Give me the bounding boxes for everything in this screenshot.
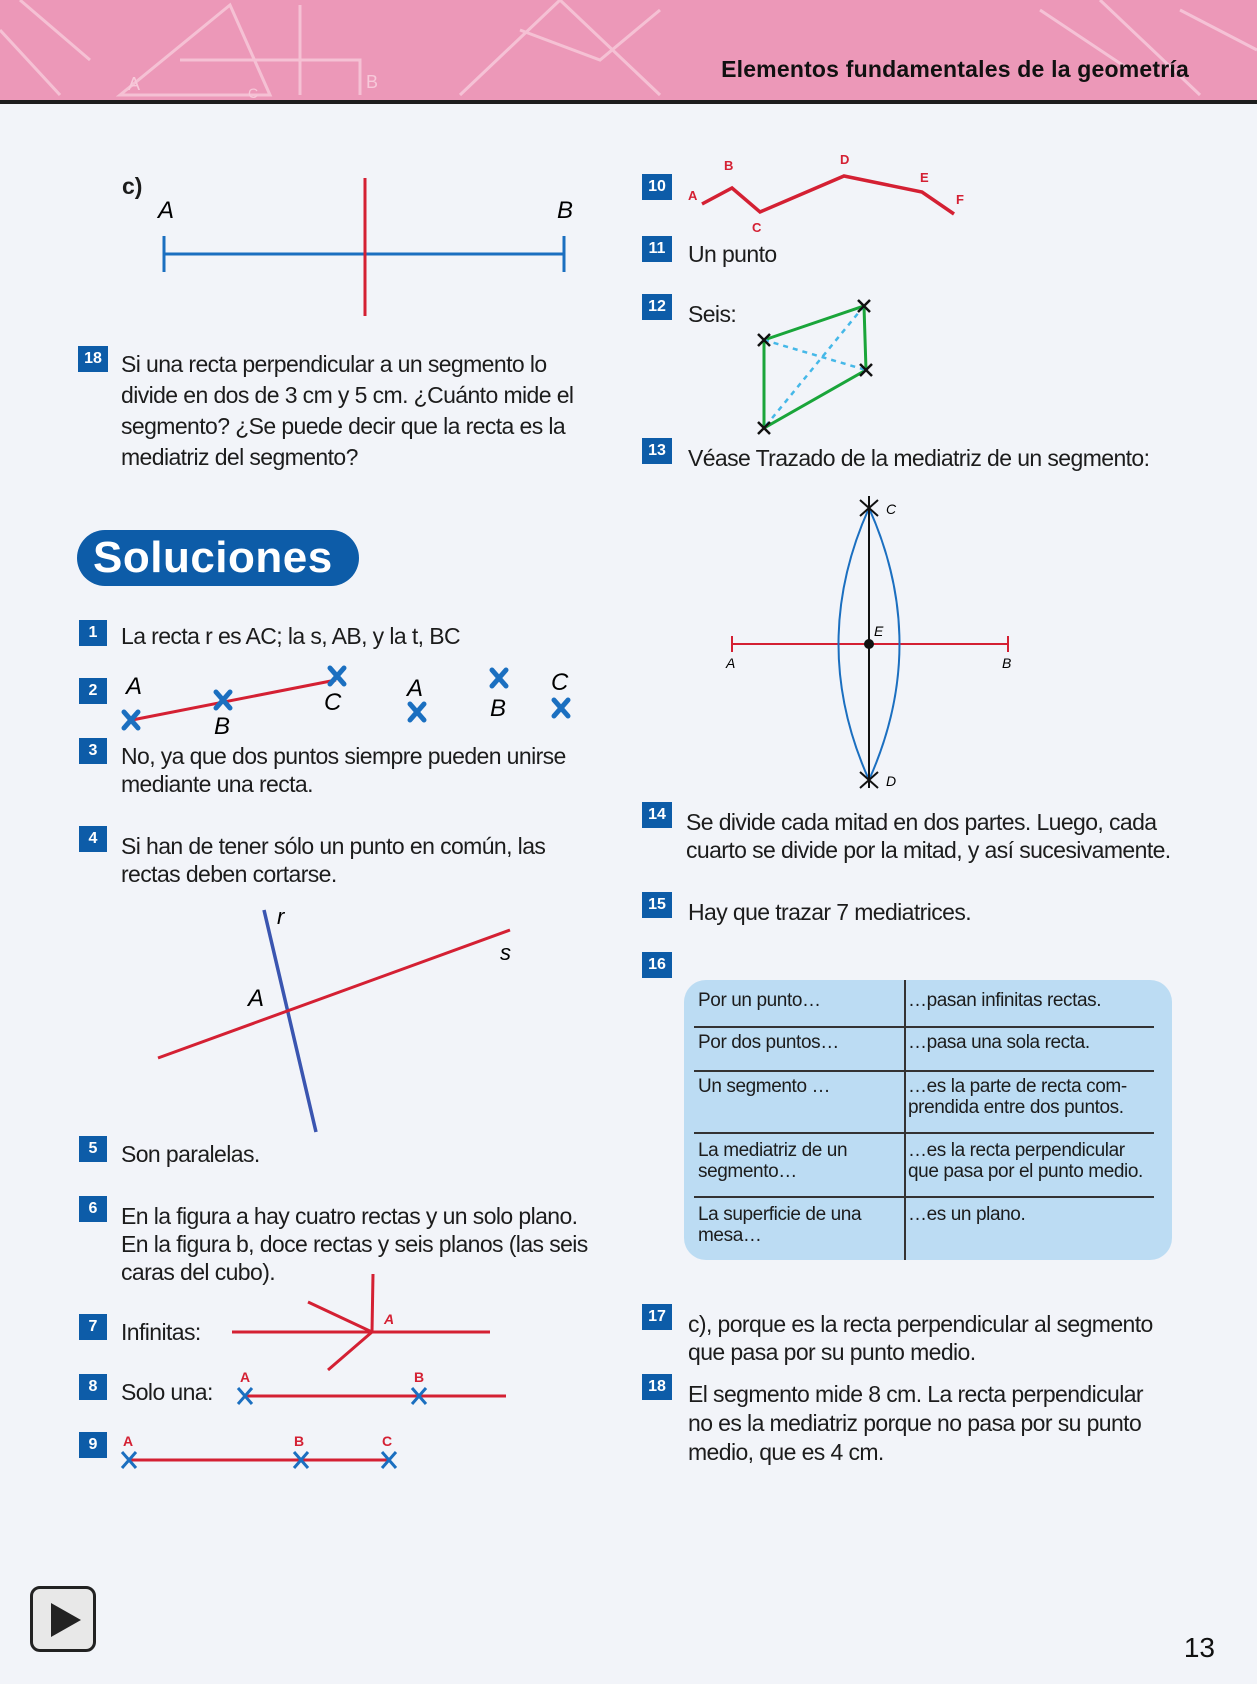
table-row-divider: [694, 1132, 1154, 1134]
solution-9-point-a: A: [123, 1433, 134, 1449]
figure-c-point-a: A: [158, 197, 175, 224]
solution-6-line-1: En la figura a hay cuatro rectas y un solo plano.: [121, 1203, 578, 1229]
solution-10-badge: 10: [642, 174, 672, 200]
solution-13-badge: 13: [642, 438, 672, 464]
page-title: Elementos fundamentales de la geometría: [721, 56, 1189, 82]
table-row-2-left: Por dos puntos…: [698, 1032, 839, 1053]
question-18-line-1: Si una recta perpendicular a un segmento lo: [121, 351, 547, 377]
solution-2-label-a2: A: [407, 675, 424, 702]
solution-17-line-2: que pasa por su punto medio.: [688, 1339, 976, 1365]
solution-13-point-d: D: [886, 773, 897, 789]
solution-8-point-b: B: [414, 1369, 425, 1385]
table-row-1-left: Por un punto…: [698, 990, 821, 1011]
solution-9-point-b: B: [294, 1433, 305, 1449]
figure-c-segment: [150, 172, 590, 322]
solution-8-figure: [232, 1366, 512, 1416]
solution-3-badge: 3: [79, 738, 107, 764]
header-decor-b: B: [366, 72, 379, 92]
solution-2-badge: 2: [79, 678, 107, 704]
header-rule: [0, 100, 1257, 104]
solution-8-text: Solo una:: [121, 1379, 213, 1405]
question-18-line-3: segmento? ¿Se puede decir que la recta es la: [121, 413, 566, 439]
solution-9-badge: 9: [79, 1432, 107, 1458]
solution-14-line-1: Se divide cada mitad en dos partes. Luego, cada: [686, 809, 1157, 835]
solution-10-point-e: E: [920, 170, 929, 185]
solution-4-label-a: A: [248, 985, 265, 1012]
table-row-1-right: …pasan infinitas rectas.: [908, 990, 1102, 1011]
play-icon: [47, 1601, 83, 1639]
solution-4-label-r: r: [277, 904, 285, 929]
solution-10-point-b: B: [724, 158, 734, 173]
solution-13-point-a: A: [726, 655, 736, 671]
solution-4-line-2: rectas deben cortarse.: [121, 861, 337, 887]
solution-14-badge: 14: [642, 802, 672, 828]
header-decor-a: A: [128, 74, 141, 94]
solution-15-badge: 15: [642, 892, 672, 918]
play-button[interactable]: [30, 1586, 96, 1652]
solution-3-line-2: mediante una recta.: [121, 771, 313, 797]
solution-2-figure: [118, 660, 588, 740]
table-row-3-right-line-1: …es la parte de recta com-: [908, 1076, 1127, 1097]
solution-13-text: Véase Trazado de la mediatriz de un segmento:: [688, 445, 1150, 471]
solution-12-figure: [750, 292, 880, 442]
figure-c-point-b: B: [557, 197, 574, 224]
solution-4-badge: 4: [79, 826, 107, 852]
solution-17-badge: 17: [642, 1304, 672, 1330]
table-row-4-right-line-2: que pasa por el punto medio.: [908, 1161, 1143, 1182]
solution-8-point-a: A: [240, 1369, 251, 1385]
question-18-badge: 18: [78, 346, 108, 372]
solution-10-point-a: A: [688, 188, 698, 203]
solution-2-label-c1: C: [324, 689, 342, 716]
header-decor-c: C: [248, 85, 259, 100]
solution-9-point-c: C: [382, 1433, 393, 1449]
question-18-line-4: mediatriz del segmento?: [121, 444, 358, 470]
table-row-4-left-line-1: La mediatriz de un: [698, 1140, 848, 1161]
table-row-5-left-line-1: La superficie de una: [698, 1204, 862, 1225]
table-row-divider: [694, 1196, 1154, 1198]
solution-2-label-a1: A: [126, 673, 143, 700]
question-18-line-2: divide en dos de 3 cm y 5 cm. ¿Cuánto mide el: [121, 382, 574, 408]
solution-13-point-b: B: [1002, 655, 1012, 671]
solution-1-badge: 1: [79, 620, 107, 646]
solution-3-line-1: No, ya que dos puntos siempre pueden unirse: [121, 743, 566, 769]
solution-18-badge: 18: [642, 1374, 672, 1400]
solution-1-text: La recta r es AC; la s, AB, y la t, BC: [121, 623, 460, 649]
solution-6-line-3: caras del cubo).: [121, 1259, 276, 1285]
solution-15-text: Hay que trazar 7 mediatrices.: [688, 899, 972, 925]
table-row-4-left-line-2: segmento…: [698, 1161, 797, 1182]
table-row-3-right-line-2: prendida entre dos puntos.: [908, 1097, 1124, 1118]
solution-2-label-b1: B: [214, 713, 231, 740]
solution-17-line-1: c), porque es la recta perpendicular al segmento: [688, 1311, 1153, 1337]
solution-10-point-d: D: [840, 152, 850, 167]
solution-5-badge: 5: [79, 1136, 107, 1162]
solution-2-label-b2: B: [490, 695, 507, 722]
solution-10-point-f: F: [956, 192, 964, 207]
table-row-5-right: …es un plano.: [908, 1204, 1026, 1225]
solution-9-figure: [114, 1428, 414, 1478]
solution-18-line-3: medio, que es 4 cm.: [688, 1439, 884, 1465]
solution-11-badge: 11: [642, 236, 672, 262]
solution-4-line-1: Si han de tener sólo un punto en común, las: [121, 833, 546, 859]
table-row-2-right: …pasa una sola recta.: [908, 1032, 1090, 1053]
figure-c-label: c): [122, 173, 143, 199]
table-row-3-left: Un segmento …: [698, 1076, 831, 1097]
table-row-5-left-line-2: mesa…: [698, 1225, 762, 1246]
solution-7-badge: 7: [79, 1314, 107, 1340]
solution-8-badge: 8: [79, 1374, 107, 1400]
solution-7-figure: [228, 1270, 498, 1380]
solution-14-line-2: cuarto se divide por la mitad, y así sucesivamente.: [686, 837, 1171, 863]
solution-6-line-2: En la figura b, doce rectas y seis planos (las seis: [121, 1231, 588, 1257]
solution-16-badge: 16: [642, 952, 672, 978]
solution-7-point-a: A: [384, 1311, 395, 1327]
solution-13-point-e: E: [874, 623, 884, 639]
solution-5-text: Son paralelas.: [121, 1141, 260, 1167]
solution-6-badge: 6: [79, 1196, 107, 1222]
solution-18-line-1: El segmento mide 8 cm. La recta perpendicular: [688, 1381, 1143, 1407]
solution-10-point-c: C: [752, 220, 762, 235]
solution-4-label-s: s: [500, 940, 511, 965]
solution-11-text: Un punto: [688, 241, 777, 267]
solution-13-bisector-figure: [720, 488, 1020, 793]
solution-12-text: Seis:: [688, 301, 737, 327]
page-header: [0, 0, 1257, 100]
solution-2-label-c2: C: [551, 669, 569, 696]
table-row-divider: [694, 1070, 1154, 1072]
solutions-title: Soluciones: [77, 530, 359, 586]
solution-12-badge: 12: [642, 294, 672, 320]
table-column-divider: [904, 980, 906, 1260]
table-row-divider: [694, 1026, 1154, 1028]
solution-7-text: Infinitas:: [121, 1319, 201, 1345]
solution-4-figure: [150, 900, 530, 1140]
solution-18-line-2: no es la mediatriz porque no pasa por su punto: [688, 1410, 1142, 1436]
table-row-4-right-line-1: …es la recta perpendicular: [908, 1140, 1125, 1161]
solution-10-polyline: [684, 148, 974, 238]
header-decoration: [0, 0, 1257, 100]
page-number: 13: [1183, 1632, 1215, 1663]
solution-13-point-c: C: [886, 501, 897, 517]
